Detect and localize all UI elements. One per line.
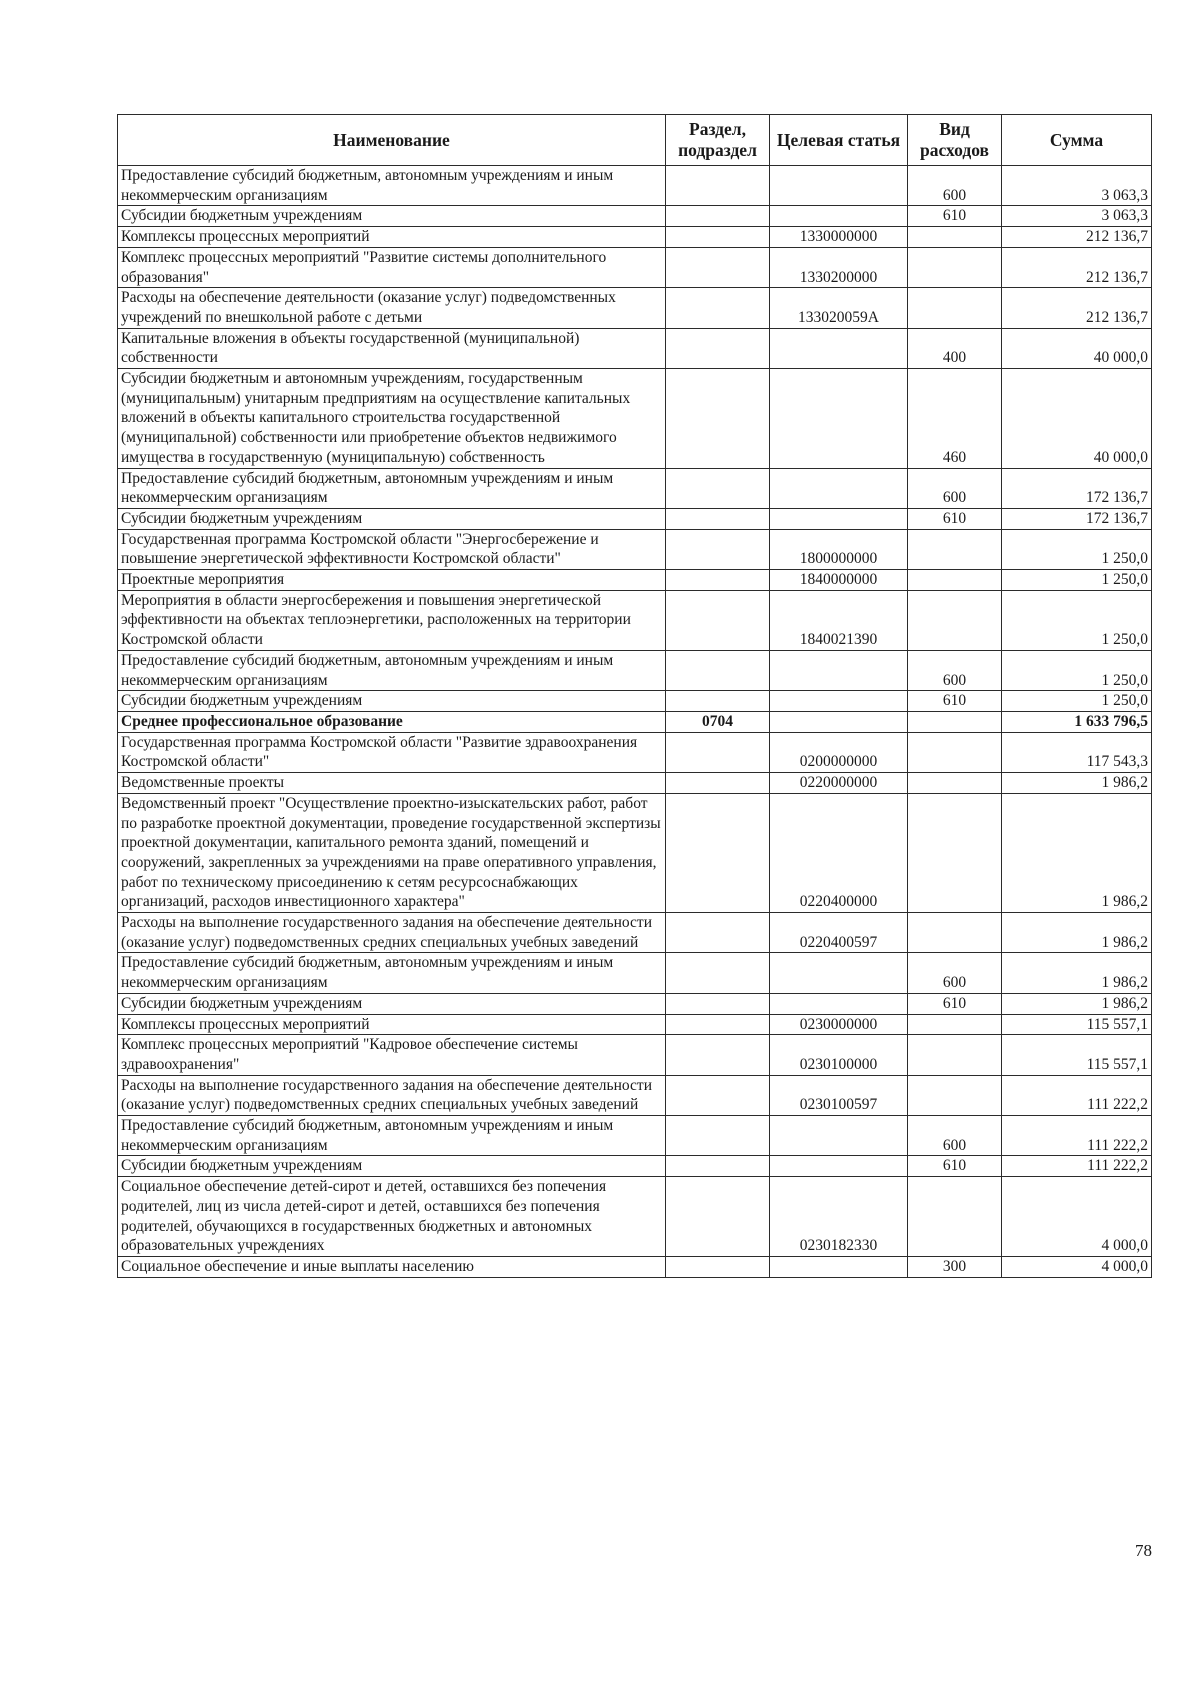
table-row — [118, 227, 1152, 248]
cell-target-article — [770, 1116, 908, 1156]
cell-target-article — [770, 691, 908, 712]
cell-sum: 1 250,0 — [1002, 570, 1152, 591]
cell-name: Капитальные вложения в объекты государственной (муниципальной) собственности — [118, 328, 666, 368]
cell-expense-type — [908, 1075, 1002, 1115]
table-row — [118, 529, 1152, 569]
cell-expense-type: 610 — [908, 508, 1002, 529]
cell-section — [666, 570, 770, 591]
cell-sum: 40 000,0 — [1002, 369, 1152, 469]
cell-expense-type — [908, 732, 1002, 772]
cell-name: Предоставление субсидий бюджетным, автономным учреждениям и иным некоммерческим организациям — [118, 1116, 666, 1156]
cell-name: Субсидии бюджетным учреждениям — [118, 993, 666, 1014]
cell-name: Субсидии бюджетным учреждениям — [118, 508, 666, 529]
cell-name: Мероприятия в области энергосбережения и повышения энергетической эффективности на объектах теплоэнергетики, расположенных на территории Костромской области — [118, 590, 666, 650]
cell-expense-type: 610 — [908, 691, 1002, 712]
cell-sum: 3 063,3 — [1002, 166, 1152, 206]
table-row — [118, 650, 1152, 690]
table-row — [118, 793, 1152, 912]
cell-expense-type: 300 — [908, 1256, 1002, 1277]
cell-section — [666, 328, 770, 368]
cell-target-article — [770, 993, 908, 1014]
cell-sum: 172 136,7 — [1002, 508, 1152, 529]
cell-sum: 1 250,0 — [1002, 590, 1152, 650]
header-section: Раздел, подраздел — [666, 115, 770, 166]
cell-target-article — [770, 468, 908, 508]
cell-section — [666, 1156, 770, 1177]
table-row — [118, 590, 1152, 650]
cell-expense-type: 610 — [908, 1156, 1002, 1177]
page-number: 78 — [1135, 1541, 1152, 1560]
cell-section — [666, 529, 770, 569]
cell-target-article: 0220000000 — [770, 773, 908, 794]
cell-expense-type — [908, 590, 1002, 650]
cell-sum: 111 222,2 — [1002, 1075, 1152, 1115]
cell-name: Субсидии бюджетным учреждениям — [118, 206, 666, 227]
cell-target-article — [770, 206, 908, 227]
cell-target-article — [770, 953, 908, 993]
cell-expense-type — [908, 793, 1002, 912]
table-row — [118, 993, 1152, 1014]
table-row — [118, 1156, 1152, 1177]
cell-target-article: 0220400000 — [770, 793, 908, 912]
cell-target-article — [770, 166, 908, 206]
cell-sum: 1 986,2 — [1002, 993, 1152, 1014]
cell-expense-type: 600 — [908, 650, 1002, 690]
cell-section — [666, 166, 770, 206]
table-row — [118, 1014, 1152, 1035]
cell-name: Предоставление субсидий бюджетным, автономным учреждениям и иным некоммерческим организациям — [118, 166, 666, 206]
cell-target-article: 1800000000 — [770, 529, 908, 569]
table-row — [118, 570, 1152, 591]
table-row — [118, 508, 1152, 529]
cell-section — [666, 691, 770, 712]
cell-name: Комплекс процессных мероприятий "Развитие системы дополнительного образования" — [118, 247, 666, 287]
cell-name: Ведомственные проекты — [118, 773, 666, 794]
cell-section — [666, 793, 770, 912]
cell-section — [666, 1075, 770, 1115]
cell-section — [666, 508, 770, 529]
cell-sum: 4 000,0 — [1002, 1177, 1152, 1257]
cell-name: Расходы на выполнение государственного задания на обеспечение деятельности (оказание услуг) подведомственных средних специальных учебных заведений — [118, 1075, 666, 1115]
cell-name: Среднее профессиональное образование — [118, 711, 666, 732]
cell-target-article: 0230100597 — [770, 1075, 908, 1115]
cell-sum: 1 986,2 — [1002, 953, 1152, 993]
cell-target-article — [770, 650, 908, 690]
table-row — [118, 369, 1152, 469]
cell-target-article: 0220400597 — [770, 913, 908, 953]
cell-section — [666, 247, 770, 287]
cell-sum: 1 986,2 — [1002, 773, 1152, 794]
cell-name: Комплексы процессных мероприятий — [118, 227, 666, 248]
cell-section — [666, 1014, 770, 1035]
cell-expense-type — [908, 529, 1002, 569]
table-row — [118, 206, 1152, 227]
cell-sum: 212 136,7 — [1002, 288, 1152, 328]
cell-name: Субсидии бюджетным и автономным учреждениям, государственным (муниципальным) унитарным предприятиям на осуществление капитальных вложений в объекты капитального строительства государственной (муниципальной) собственности или приобретение объектов недвижимого имущества в государственную (муниципальную) собственность — [118, 369, 666, 469]
cell-expense-type: 600 — [908, 1116, 1002, 1156]
cell-expense-type: 610 — [908, 206, 1002, 227]
table-body — [118, 166, 1152, 1278]
cell-expense-type — [908, 1014, 1002, 1035]
cell-sum: 1 250,0 — [1002, 529, 1152, 569]
table-row — [118, 711, 1152, 732]
cell-name: Субсидии бюджетным учреждениям — [118, 1156, 666, 1177]
cell-name: Социальное обеспечение и иные выплаты населению — [118, 1256, 666, 1277]
cell-section — [666, 913, 770, 953]
cell-expense-type — [908, 1035, 1002, 1075]
cell-name: Расходы на выполнение государственного задания на обеспечение деятельности (оказание услуг) подведомственных средних специальных учебных заведений — [118, 913, 666, 953]
cell-name: Проектные мероприятия — [118, 570, 666, 591]
cell-expense-type — [908, 288, 1002, 328]
cell-section — [666, 953, 770, 993]
cell-expense-type — [908, 570, 1002, 591]
cell-sum: 40 000,0 — [1002, 328, 1152, 368]
cell-expense-type — [908, 913, 1002, 953]
cell-section — [666, 732, 770, 772]
cell-section — [666, 369, 770, 469]
cell-section — [666, 1116, 770, 1156]
cell-sum: 172 136,7 — [1002, 468, 1152, 508]
cell-section — [666, 206, 770, 227]
cell-section — [666, 650, 770, 690]
cell-sum: 1 986,2 — [1002, 913, 1152, 953]
cell-expense-type: 460 — [908, 369, 1002, 469]
cell-name: Предоставление субсидий бюджетным, автономным учреждениям и иным некоммерческим организациям — [118, 468, 666, 508]
cell-sum: 3 063,3 — [1002, 206, 1152, 227]
cell-target-article: 1330200000 — [770, 247, 908, 287]
cell-sum: 111 222,2 — [1002, 1156, 1152, 1177]
table-row — [118, 953, 1152, 993]
cell-section — [666, 468, 770, 508]
cell-target-article — [770, 1156, 908, 1177]
table-row — [118, 1075, 1152, 1115]
cell-sum: 1 986,2 — [1002, 793, 1152, 912]
cell-sum: 1 633 796,5 — [1002, 711, 1152, 732]
cell-sum: 4 000,0 — [1002, 1256, 1152, 1277]
cell-target-article — [770, 508, 908, 529]
cell-name: Государственная программа Костромской области "Энергосбережение и повышение энергетической эффективности Костромской области" — [118, 529, 666, 569]
cell-target-article — [770, 369, 908, 469]
cell-target-article: 1840000000 — [770, 570, 908, 591]
header-kind: Вид расходов — [908, 115, 1002, 166]
cell-expense-type: 400 — [908, 328, 1002, 368]
cell-section — [666, 993, 770, 1014]
cell-name: Предоставление субсидий бюджетным, автономным учреждениям и иным некоммерческим организациям — [118, 953, 666, 993]
table-row — [118, 166, 1152, 206]
budget-table — [117, 114, 1152, 1278]
table-row — [118, 288, 1152, 328]
cell-target-article: 133020059А — [770, 288, 908, 328]
cell-sum: 115 557,1 — [1002, 1014, 1152, 1035]
table-row — [118, 773, 1152, 794]
cell-name: Расходы на обеспечение деятельности (оказание услуг) подведомственных учреждений по внешкольной работе с детьми — [118, 288, 666, 328]
cell-section — [666, 1177, 770, 1257]
cell-section — [666, 1035, 770, 1075]
header-sum: Сумма — [1002, 115, 1152, 166]
cell-name: Субсидии бюджетным учреждениям — [118, 691, 666, 712]
cell-expense-type — [908, 247, 1002, 287]
cell-target-article — [770, 1256, 908, 1277]
cell-target-article: 0200000000 — [770, 732, 908, 772]
table-row — [118, 247, 1152, 287]
cell-name: Государственная программа Костромской области "Развитие здравоохранения Костромской области" — [118, 732, 666, 772]
cell-expense-type: 610 — [908, 993, 1002, 1014]
cell-sum: 117 543,3 — [1002, 732, 1152, 772]
cell-name: Комплексы процессных мероприятий — [118, 1014, 666, 1035]
cell-expense-type — [908, 227, 1002, 248]
cell-expense-type — [908, 773, 1002, 794]
cell-sum: 115 557,1 — [1002, 1035, 1152, 1075]
table-row — [118, 468, 1152, 508]
cell-section: 0704 — [666, 711, 770, 732]
cell-name: Предоставление субсидий бюджетным, автономным учреждениям и иным некоммерческим организациям — [118, 650, 666, 690]
header-target: Целевая статья — [770, 115, 908, 166]
cell-section — [666, 590, 770, 650]
cell-sum: 111 222,2 — [1002, 1116, 1152, 1156]
table-row — [118, 1116, 1152, 1156]
table-header-row — [118, 115, 1152, 166]
cell-name: Ведомственный проект "Осуществление проектно-изыскательских работ, работ по разработке проектной документации, проведение государственной экспертизы проектной документации, капитального ремонта зданий, помещений и сооружений, закрепленных за учреждениями на праве оперативного управления, работ по техническому присоединению к сетям ресурсоснабжающих организаций, расходов инвестиционного характера" — [118, 793, 666, 912]
cell-expense-type: 600 — [908, 166, 1002, 206]
cell-expense-type — [908, 1177, 1002, 1257]
cell-target-article: 1330000000 — [770, 227, 908, 248]
cell-target-article: 1840021390 — [770, 590, 908, 650]
cell-sum: 1 250,0 — [1002, 650, 1152, 690]
cell-target-article — [770, 711, 908, 732]
table-row — [118, 1035, 1152, 1075]
cell-name: Социальное обеспечение детей-сирот и детей, оставшихся без попечения родителей, лиц из числа детей-сирот и детей, оставшихся без попечения родителей, обучающихся в государственных бюджетных и автономных образовательных учреждениях — [118, 1177, 666, 1257]
cell-expense-type: 600 — [908, 468, 1002, 508]
cell-target-article: 0230000000 — [770, 1014, 908, 1035]
cell-sum: 1 250,0 — [1002, 691, 1152, 712]
header-name: Наименование — [118, 115, 666, 166]
table-row — [118, 691, 1152, 712]
cell-section — [666, 288, 770, 328]
cell-name: Комплекс процессных мероприятий "Кадровое обеспечение системы здравоохранения" — [118, 1035, 666, 1075]
cell-section — [666, 773, 770, 794]
cell-expense-type: 600 — [908, 953, 1002, 993]
table-row — [118, 328, 1152, 368]
cell-target-article: 0230182330 — [770, 1177, 908, 1257]
cell-section — [666, 1256, 770, 1277]
cell-section — [666, 227, 770, 248]
cell-target-article: 0230100000 — [770, 1035, 908, 1075]
table-row — [118, 1177, 1152, 1257]
cell-target-article — [770, 328, 908, 368]
cell-expense-type — [908, 711, 1002, 732]
table-row — [118, 1256, 1152, 1277]
table-row — [118, 732, 1152, 772]
cell-sum: 212 136,7 — [1002, 247, 1152, 287]
table-row — [118, 913, 1152, 953]
cell-sum: 212 136,7 — [1002, 227, 1152, 248]
